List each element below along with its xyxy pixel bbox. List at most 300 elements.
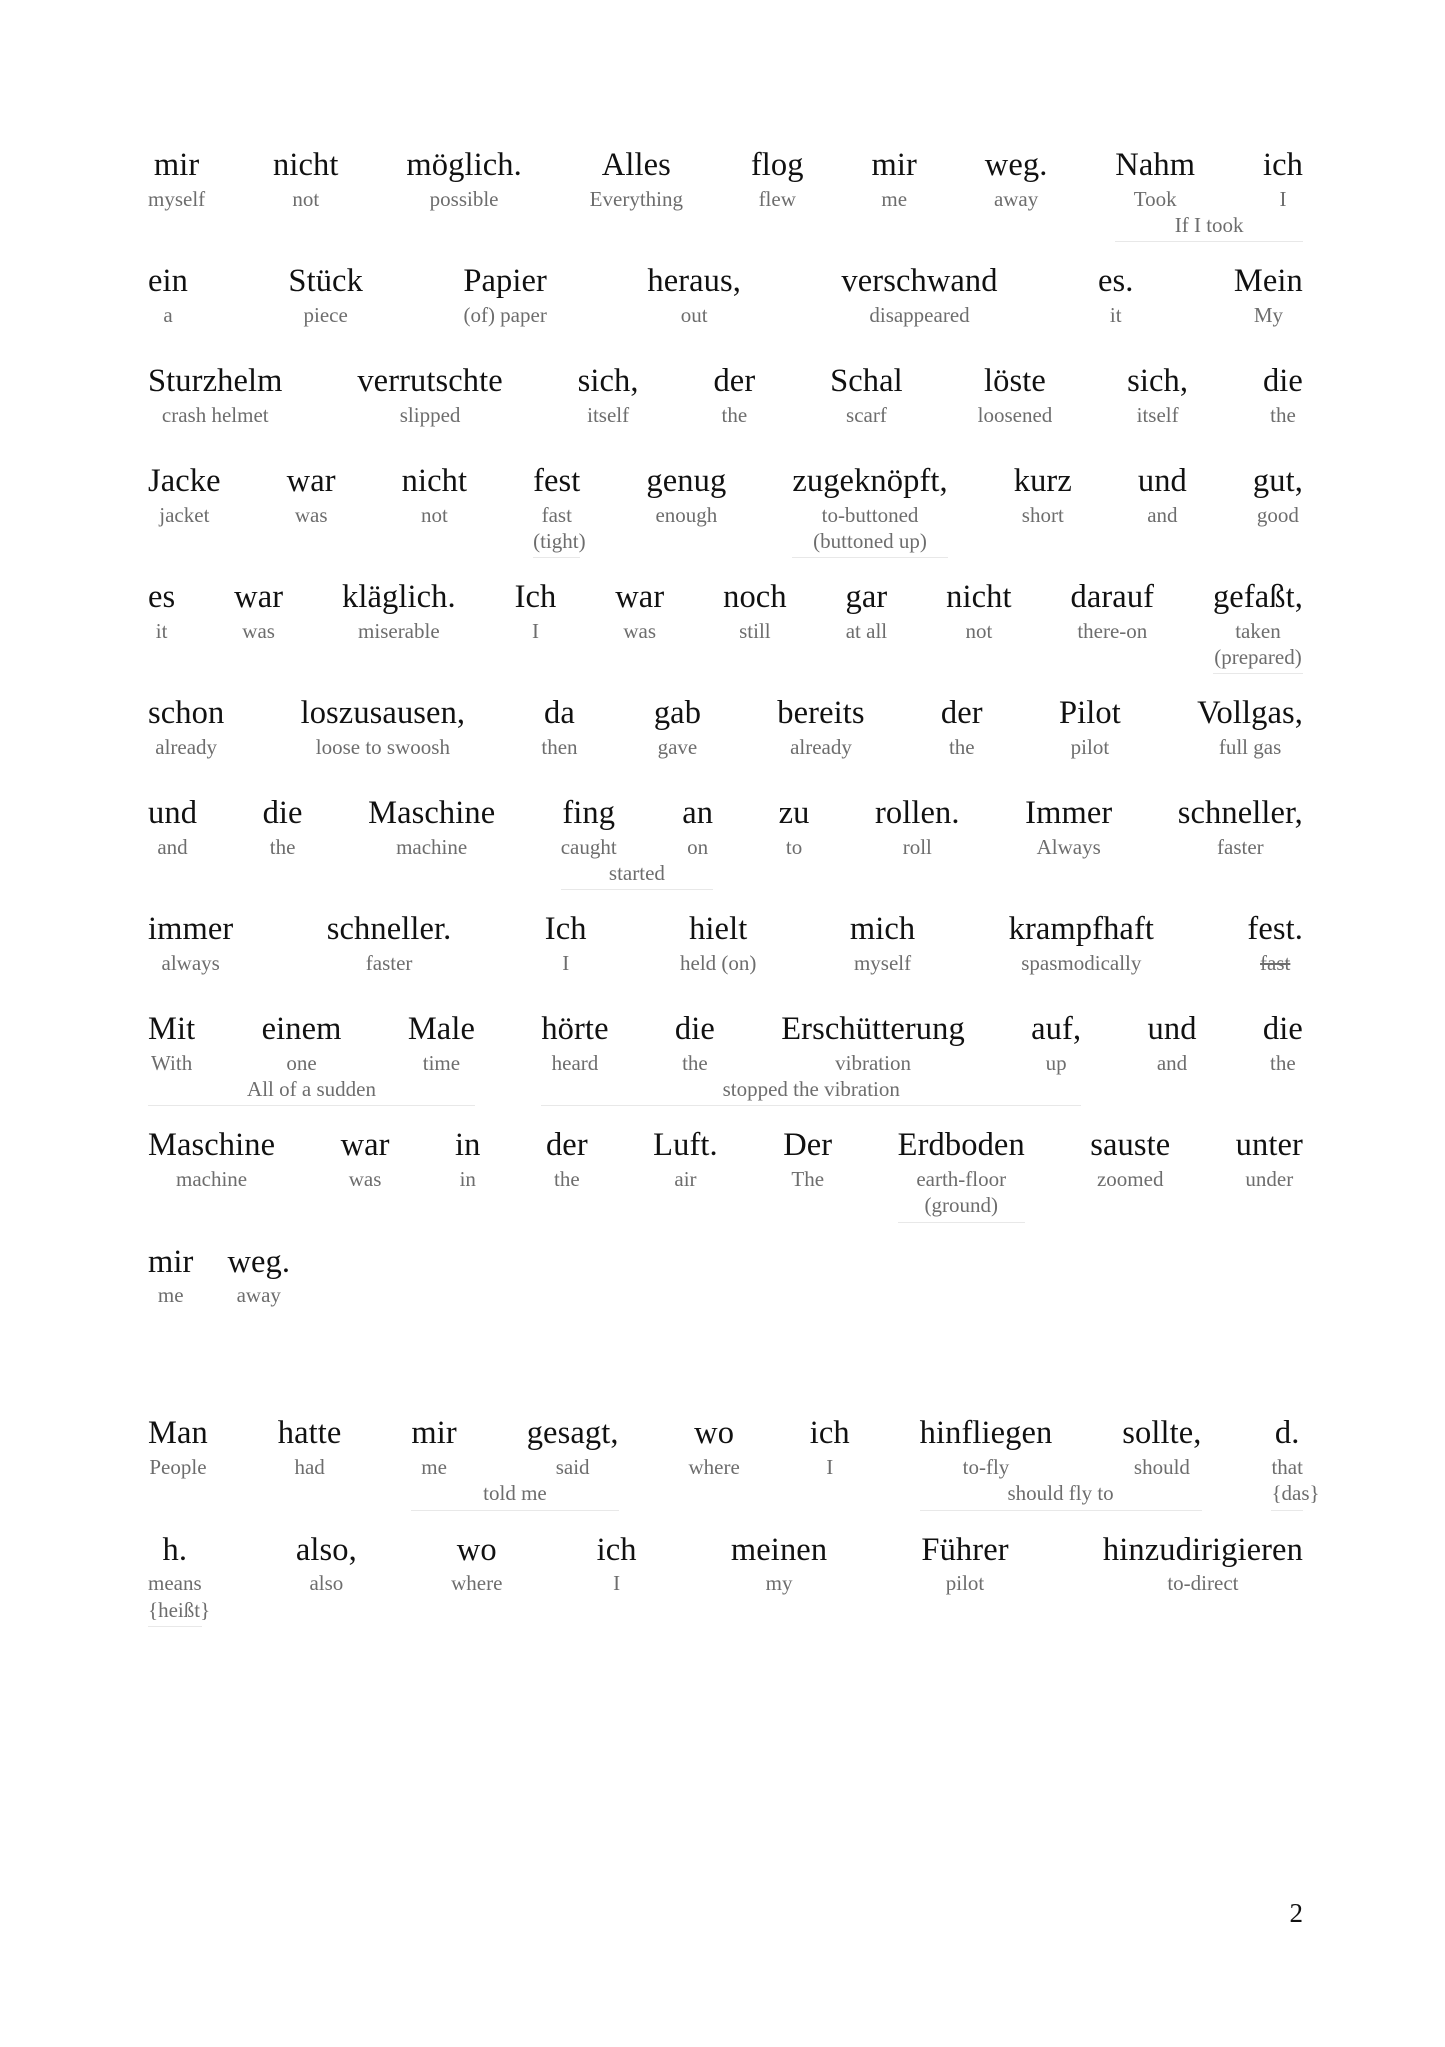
gloss-word: where: [688, 1455, 740, 1480]
source-word: Ich: [544, 911, 587, 948]
gloss-word: vibration: [835, 1051, 911, 1075]
free-gloss-row: [148, 1598, 1303, 1627]
gloss-word: People: [149, 1455, 207, 1480]
word-pair: [920, 1416, 1053, 1480]
word-pair: [810, 1416, 850, 1480]
gloss-word: disappeared: [869, 302, 970, 327]
source-word: auf,: [1031, 1011, 1082, 1048]
word-pair: [590, 148, 683, 212]
source-word: Alles: [601, 147, 671, 183]
source-word: die: [674, 1011, 715, 1048]
gloss-word: already: [155, 735, 218, 759]
word-pair: [647, 264, 741, 328]
gloss-word: the: [269, 834, 296, 859]
source-word: mir: [411, 1415, 457, 1452]
word-pair: [781, 1012, 965, 1076]
word-pair: [148, 464, 221, 528]
interlinear-body: [148, 147, 1320, 1627]
free-translation: If I took: [1115, 213, 1303, 242]
gloss-word: short: [1021, 502, 1064, 527]
word-pair: [850, 912, 915, 976]
gloss-word: was: [242, 618, 275, 643]
word-pair: [148, 1012, 195, 1076]
word-pair: [921, 1533, 1008, 1597]
source-word: der: [713, 363, 756, 400]
word-pair: [680, 912, 756, 976]
source-word: weg.: [227, 1243, 291, 1280]
word-row: [148, 696, 1303, 760]
word-pair: [1127, 364, 1188, 428]
free-gloss-row: [148, 1481, 1320, 1510]
free-gloss-row: [148, 1193, 1303, 1222]
source-word: an: [682, 795, 714, 832]
source-word: Stück: [288, 263, 363, 300]
gloss-word: crash helmet: [161, 402, 269, 427]
source-word: ich: [596, 1531, 637, 1568]
word-pair: [1138, 464, 1187, 528]
interlinear-line: [148, 148, 1303, 242]
gloss-spacer: [1202, 1481, 1272, 1510]
gloss-word: earth-floor: [916, 1167, 1007, 1192]
word-pair: [1197, 696, 1303, 760]
source-word: war: [615, 579, 665, 616]
source-word: ein: [148, 263, 189, 300]
gloss-word: to-fly: [962, 1455, 1010, 1480]
gloss-word: a: [163, 302, 173, 327]
word-row: [148, 364, 1303, 428]
word-pair: [148, 264, 188, 328]
word-pair: [1025, 796, 1112, 860]
source-word: krampfhaft: [1008, 911, 1155, 948]
source-word: Der: [783, 1127, 833, 1164]
source-word: darauf: [1070, 579, 1155, 616]
word-pair: [1071, 580, 1155, 644]
interlinear-line: [148, 580, 1303, 674]
word-pair: [941, 696, 983, 760]
word-pair: [451, 1533, 502, 1597]
gloss-word: not: [292, 186, 320, 211]
interlinear-line: [148, 464, 1303, 558]
source-word: möglich.: [406, 147, 522, 183]
gloss-word: caught: [560, 834, 617, 859]
word-pair: [342, 580, 456, 644]
free-translation: All of a sudden: [148, 1077, 475, 1106]
free-translation: (ground): [898, 1193, 1025, 1222]
gloss-word: itself: [587, 402, 630, 427]
gloss-word: up: [1045, 1051, 1067, 1075]
word-pair: [1059, 696, 1121, 760]
source-word: die: [1262, 363, 1303, 400]
gloss-word: and: [1156, 1051, 1188, 1075]
free-translation: started: [561, 861, 713, 890]
word-pair: [946, 580, 1011, 644]
gloss-word: was: [348, 1167, 382, 1192]
word-pair: [527, 1416, 619, 1480]
gloss-word: held (on): [680, 951, 757, 976]
source-word: gar: [845, 579, 888, 616]
word-pair: [654, 696, 701, 760]
gloss-word: the: [1270, 402, 1296, 427]
source-word: es: [148, 579, 176, 616]
gloss-word: myself: [853, 951, 912, 976]
source-word: meinen: [730, 1531, 828, 1568]
source-word: loszusausen,: [300, 695, 466, 732]
source-word: löste: [984, 363, 1046, 400]
word-pair: [288, 264, 363, 328]
gloss-word: not: [420, 502, 448, 527]
gloss-word: under: [1245, 1167, 1294, 1192]
word-pair: [368, 796, 495, 860]
source-word: heraus,: [647, 263, 742, 300]
word-pair: [402, 464, 467, 528]
gloss-word: was: [294, 502, 328, 527]
source-word: der: [545, 1127, 588, 1164]
word-pair: [830, 364, 903, 428]
source-word: ich: [809, 1415, 850, 1452]
gloss-word: away: [993, 186, 1039, 211]
word-pair: [751, 148, 804, 212]
gloss-word: spasmodically: [1021, 951, 1142, 976]
source-word: also,: [295, 1531, 357, 1568]
gloss-spacer: [148, 529, 533, 558]
source-word: der: [940, 695, 983, 732]
word-pair: [148, 148, 205, 212]
source-word: Male: [407, 1011, 475, 1048]
gloss-word: My: [1253, 302, 1283, 327]
gloss-word: the: [554, 1167, 580, 1192]
word-pair: [1234, 264, 1303, 328]
source-word: gut,: [1252, 463, 1303, 499]
word-pair: [875, 796, 960, 860]
interlinear-line: [148, 1128, 1303, 1222]
source-word: mir: [153, 147, 200, 183]
gloss-word: it: [1109, 302, 1122, 327]
gloss-word: where: [451, 1571, 503, 1596]
gloss-word: faster: [365, 951, 413, 976]
source-word: fest: [533, 463, 581, 499]
source-word: ich: [1262, 147, 1303, 183]
interlinear-line: [148, 696, 1303, 760]
gloss-word: zoomed: [1096, 1167, 1164, 1192]
word-pair: [1253, 464, 1303, 528]
gloss-word: machine: [176, 1167, 248, 1192]
gloss-spacer: [475, 1077, 541, 1106]
source-word: Führer: [921, 1531, 1009, 1568]
gloss-word: had: [294, 1455, 325, 1480]
source-word: sich,: [1127, 363, 1189, 400]
word-pair: [1263, 1012, 1303, 1076]
source-word: wo: [456, 1531, 497, 1568]
gloss-word: out: [680, 302, 708, 327]
word-pair: [779, 796, 810, 860]
gloss-word: time: [422, 1051, 461, 1075]
gloss-word: in: [459, 1167, 476, 1192]
gloss-word: my: [765, 1571, 793, 1596]
gloss-word: taken: [1235, 618, 1281, 643]
free-translation: told me: [411, 1481, 618, 1510]
source-word: war: [286, 463, 336, 499]
source-word: Sturzhelm: [148, 363, 283, 400]
word-row: [148, 580, 1303, 644]
word-pair: [148, 912, 233, 976]
source-word: kurz: [1013, 463, 1072, 499]
word-pair: [1236, 1128, 1303, 1192]
gloss-word: machine: [396, 834, 468, 859]
gloss-word: and: [1147, 502, 1178, 527]
source-word: Luft.: [653, 1127, 718, 1164]
word-row: [148, 796, 1303, 860]
source-word: rollen.: [875, 795, 960, 832]
word-pair: [578, 364, 639, 428]
word-pair: [148, 696, 224, 760]
word-pair: [357, 364, 502, 428]
gloss-word: roll: [902, 834, 932, 859]
gloss-spacer: [580, 529, 792, 558]
gloss-word: there-on: [1077, 618, 1148, 643]
gloss-spacer: [148, 1193, 898, 1222]
gloss-word: was: [623, 618, 657, 643]
source-word: Jacke: [148, 463, 221, 499]
free-translation: {heißt}: [148, 1598, 202, 1627]
gloss-spacer: [148, 861, 561, 890]
paragraph-gap: [148, 1308, 1303, 1416]
source-word: schneller.: [326, 911, 452, 948]
source-word: fing: [562, 795, 616, 832]
source-word: da: [544, 695, 575, 732]
gloss-word: gave: [657, 735, 698, 759]
word-row: [148, 464, 1303, 528]
source-word: wo: [694, 1415, 735, 1452]
gloss-word-struck: fast: [1260, 951, 1291, 976]
gloss-spacer: [148, 1481, 411, 1510]
gloss-word: should: [1133, 1455, 1190, 1480]
gloss-word: said: [555, 1455, 590, 1480]
source-word: hörte: [541, 1011, 609, 1048]
gloss-word: possible: [429, 186, 499, 211]
word-pair: [463, 264, 547, 328]
source-word: nicht: [946, 579, 1012, 616]
source-word: nicht: [401, 463, 468, 499]
word-pair: [1098, 264, 1134, 328]
source-word: war: [340, 1127, 390, 1164]
paragraph-1: [148, 148, 1303, 1308]
interlinear-line: [148, 1012, 1303, 1106]
gloss-word: I: [826, 1455, 834, 1480]
word-pair: [341, 1128, 390, 1192]
source-word: Vollgas,: [1197, 695, 1303, 732]
free-gloss-row: [148, 529, 1303, 558]
word-pair: [1115, 148, 1195, 212]
gloss-word: Took: [1133, 186, 1177, 211]
gloss-word: at all: [845, 618, 888, 643]
source-word: Mein: [1233, 263, 1303, 300]
word-pair: [675, 1012, 715, 1076]
gloss-word: one: [286, 1051, 317, 1075]
gloss-word: me: [881, 186, 908, 211]
source-word: nicht: [273, 147, 339, 183]
source-word: war: [234, 579, 284, 616]
word-pair: [148, 1416, 208, 1480]
source-word: h.: [162, 1531, 188, 1568]
interlinear-line: [148, 264, 1303, 328]
gloss-word: piece: [303, 302, 348, 327]
gloss-word: good: [1256, 502, 1299, 527]
gloss-word: I: [1279, 186, 1287, 211]
source-word: Ich: [514, 579, 557, 616]
word-pair: [545, 912, 587, 976]
word-pair: [1009, 912, 1154, 976]
gloss-word: slipped: [399, 402, 461, 427]
word-pair: [1090, 1128, 1170, 1192]
source-word: gefaßt,: [1212, 579, 1303, 616]
interlinear-line: [148, 796, 1303, 890]
gloss-word: not: [965, 618, 993, 643]
source-word: Papier: [463, 263, 547, 300]
paragraph-2: [148, 1415, 1320, 1626]
source-word: einem: [261, 1011, 342, 1048]
source-word: Maschine: [148, 1127, 276, 1164]
source-word: zugeknöpft,: [792, 463, 948, 499]
source-word: Maschine: [368, 795, 496, 832]
source-word: genug: [646, 463, 727, 499]
word-pair: [898, 1128, 1025, 1192]
page-number: 2: [1289, 1898, 1303, 1928]
word-pair: [1247, 912, 1303, 976]
interlinear-line: [148, 1245, 1303, 1309]
source-word: verschwand: [841, 263, 998, 300]
word-pair: [841, 264, 997, 328]
word-pair: [1122, 1416, 1201, 1480]
gloss-word: enough: [655, 502, 718, 527]
gloss-word: air: [674, 1167, 697, 1192]
gloss-word: flew: [758, 186, 796, 211]
word-row: [148, 1245, 1303, 1309]
word-pair: [1263, 364, 1303, 428]
word-pair: [148, 580, 175, 644]
word-pair: [278, 1416, 342, 1480]
gloss-word: jacket: [159, 502, 210, 527]
source-word: in: [455, 1127, 481, 1164]
gloss-word: Everything: [589, 186, 683, 211]
source-word: sauste: [1090, 1127, 1171, 1164]
gloss-word: I: [562, 951, 570, 976]
gloss-word: to-direct: [1167, 1571, 1239, 1596]
gloss-word: full gas: [1218, 735, 1282, 759]
gloss-word: still: [739, 618, 771, 643]
gloss-word: I: [531, 618, 539, 643]
source-word: mir: [871, 147, 917, 183]
source-word: gesagt,: [526, 1415, 619, 1452]
gloss-word: me: [421, 1455, 447, 1480]
gloss-word: fast: [541, 502, 572, 527]
word-pair: [327, 912, 452, 976]
free-gloss-row: [148, 213, 1303, 242]
gloss-word: always: [161, 951, 220, 976]
free-gloss-row: [148, 1077, 1303, 1106]
source-word: Erschütterung: [781, 1011, 965, 1048]
word-pair: [546, 1128, 588, 1192]
word-pair: [713, 364, 755, 428]
source-word: sich,: [577, 363, 639, 400]
gloss-word: loose to swoosh: [315, 735, 450, 759]
word-pair: [1031, 1012, 1081, 1076]
source-word: schneller,: [1177, 795, 1303, 832]
word-pair: [287, 464, 336, 528]
source-word: Mit: [148, 1011, 196, 1048]
word-pair: [561, 796, 617, 860]
word-row: [148, 1416, 1303, 1480]
word-pair: [148, 1245, 193, 1309]
word-pair: [777, 696, 864, 760]
source-word: Immer: [1025, 795, 1113, 832]
source-word: hatte: [277, 1415, 342, 1452]
source-word: immer: [148, 911, 234, 948]
source-word: die: [262, 795, 303, 832]
word-pair: [1103, 1533, 1303, 1597]
word-pair: [148, 1128, 275, 1192]
word-pair: [227, 1245, 290, 1309]
gloss-word: that: [1271, 1455, 1303, 1480]
source-word: gab: [653, 695, 702, 732]
free-gloss-row: [148, 861, 1303, 890]
word-pair: [234, 580, 283, 644]
gloss-word: The: [791, 1167, 825, 1192]
interlinear-line: [148, 912, 1303, 976]
source-word: sollte,: [1122, 1415, 1202, 1452]
gloss-word: scarf: [846, 402, 887, 427]
word-pair: [688, 1416, 739, 1480]
gloss-word: it: [155, 618, 168, 643]
free-translation: should fly to: [920, 1481, 1202, 1510]
word-pair: [1213, 580, 1303, 644]
free-gloss-row: [148, 645, 1303, 674]
gloss-word: on: [687, 834, 709, 859]
gloss-word: the: [682, 1051, 708, 1075]
source-word: Nahm: [1115, 147, 1196, 183]
word-pair: [263, 796, 303, 860]
word-pair: [296, 1533, 357, 1597]
source-word: und: [1147, 1011, 1197, 1048]
gloss-word: faster: [1217, 834, 1264, 859]
source-word: fest.: [1247, 911, 1303, 948]
word-row: [148, 1128, 1303, 1192]
gloss-word: I: [613, 1571, 621, 1596]
word-pair: [846, 580, 888, 644]
word-pair: [148, 364, 283, 428]
word-pair: [1271, 1416, 1303, 1480]
word-pair: [533, 464, 580, 528]
word-pair: [978, 364, 1053, 428]
gloss-word: and: [157, 834, 188, 859]
gloss-word: away: [236, 1283, 281, 1308]
source-word: unter: [1235, 1127, 1303, 1164]
source-word: und: [1137, 463, 1187, 499]
interlinear-line: [148, 364, 1303, 428]
word-pair: [262, 1012, 342, 1076]
word-row: [148, 1533, 1303, 1597]
source-word: Man: [148, 1415, 208, 1452]
word-row: [148, 1012, 1303, 1076]
source-word: hinzudirigieren: [1102, 1531, 1303, 1568]
free-translation: {das}: [1271, 1481, 1303, 1510]
source-word: mich: [849, 911, 916, 948]
word-pair: [615, 580, 664, 644]
source-word: noch: [723, 579, 787, 616]
gloss-word: heard: [551, 1051, 599, 1075]
word-pair: [148, 1533, 202, 1597]
free-translation: (tight): [533, 529, 580, 558]
word-pair: [985, 148, 1048, 212]
